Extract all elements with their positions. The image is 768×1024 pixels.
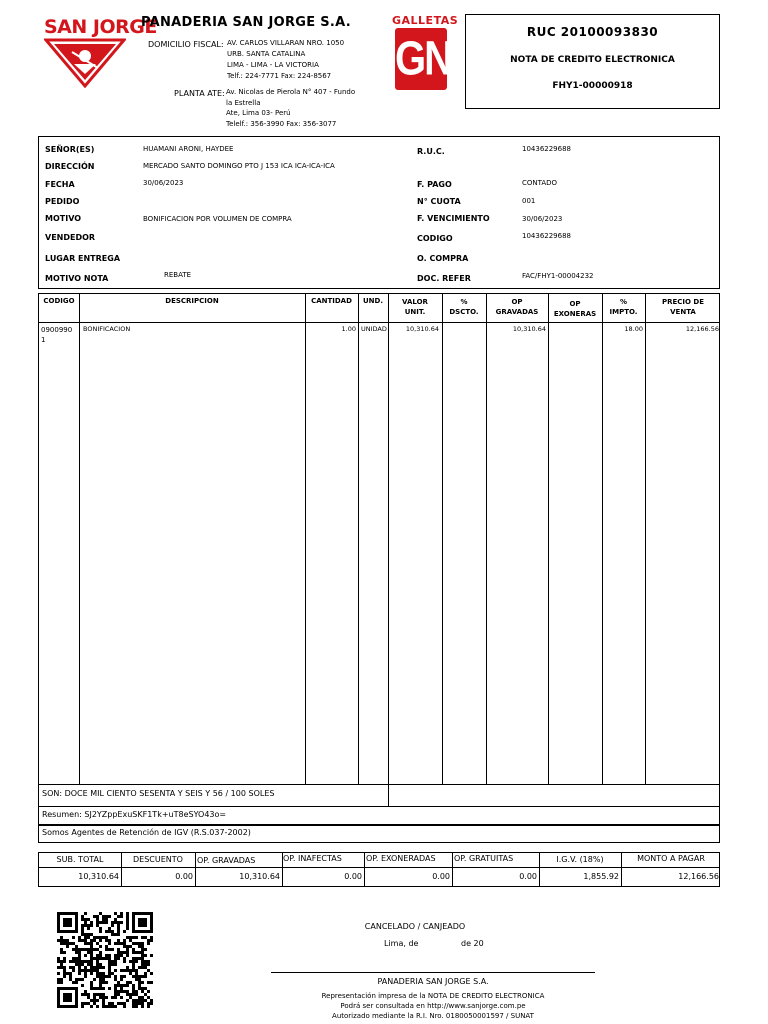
legal-text [271, 991, 595, 1021]
row-codigo-line: 1 [41, 336, 46, 344]
row-descripcion: BONIFICACION [83, 325, 131, 333]
fecha-label: FECHA [45, 180, 75, 189]
totals-column-divider [452, 853, 453, 886]
totals-table [38, 852, 720, 887]
san-jorge-logo-text: SAN JORGE [44, 16, 157, 38]
row-codigo [41, 325, 72, 345]
totals-header-inafectas: OP. INAFECTAS [283, 854, 342, 863]
totals-header-subtotal: SUB. TOTAL [56, 855, 104, 864]
planta-line: Av. Nicolas de Pierola N° 407 - Fundo [226, 88, 356, 96]
header-precio-line: PRECIO DE [661, 298, 705, 306]
san-jorge-logo [44, 16, 157, 88]
codigo-value: 10436229688 [522, 232, 571, 240]
totals-monto: 12,166.56 [678, 872, 719, 881]
cuota-value: 001 [522, 197, 536, 205]
header-exoneras-line: OP [569, 300, 581, 308]
totals-exoneradas: 0.00 [432, 872, 450, 881]
totals-header-descuento: DESCUENTO [133, 855, 183, 864]
header-precio-line: VENTA [670, 308, 696, 316]
items-header-divider [39, 322, 719, 323]
domicilio-line: AV. CARLOS VILLARAN NRO. 1050 [227, 39, 345, 47]
fpago-value: CONTADO [522, 179, 558, 187]
totals-header-igv: I.G.V. (18%) [556, 855, 604, 864]
domicilio-line: LIMA - LIMA - LA VICTORIA [227, 61, 319, 69]
totals-subtotal: 10,310.64 [78, 872, 119, 881]
ruc-label: R.U.C. [417, 147, 445, 156]
motivo-nota-label: MOTIVO NOTA [45, 274, 109, 283]
agentes-row [38, 824, 720, 843]
direccion-value: MERCADO SANTO DOMINGO PTO J 153 ICA ICA-ICA-ICA [143, 162, 335, 170]
lugar-entrega-label: LUGAR ENTREGA [45, 254, 121, 263]
gn-logo-box [395, 28, 451, 90]
galletas-logo-text: GALLETAS [392, 14, 459, 27]
header-descripcion: DESCRIPCION [165, 297, 219, 305]
san-jorge-emblem-icon [44, 38, 126, 88]
header-cantidad: CANTIDAD [311, 297, 352, 305]
header-gravadas-line: GRAVADAS [495, 308, 539, 316]
lima-text: Lima, de [384, 939, 419, 948]
header-valor [388, 297, 442, 317]
docrefer-value: FAC/FHY1-00004232 [522, 272, 594, 280]
column-divider [645, 294, 646, 784]
column-divider [602, 294, 603, 784]
header-exoneras-line: EXONERAS [553, 310, 597, 318]
planta-address [226, 87, 355, 129]
qr-code-icon [57, 912, 153, 1008]
fvenc-value: 30/06/2023 [522, 215, 563, 223]
signature-line [271, 972, 595, 973]
header-precio [645, 297, 721, 317]
column-divider [358, 294, 359, 784]
column-divider [442, 294, 443, 784]
totals-header-gravadas: OP. GRAVADAS [197, 856, 256, 865]
cuota-label: N° CUOTA [417, 197, 461, 206]
totals-column-divider [195, 853, 196, 886]
row-gravadas: 10,310.64 [512, 325, 546, 333]
pedido-label: PEDIDO [45, 197, 80, 206]
motivo-value: BONIFICACION POR VOLUMEN DE COMPRA [143, 215, 292, 223]
vendedor-label: VENDEDOR [45, 233, 96, 242]
totals-descuento: 0.00 [175, 872, 193, 881]
ruc-value: 10436229688 [522, 145, 571, 153]
resumen-text: Resumen: SJ2YZppExuSKF1Tk+uT8eSYO43o= [42, 810, 227, 819]
planta-label: PLANTA ATE: [174, 89, 225, 98]
domicilio-line: URB. SANTA CATALINA [227, 50, 306, 58]
customer-info-box [38, 136, 720, 289]
totals-header-monto: MONTO A PAGAR [637, 854, 705, 863]
gn-logo-text: GN [395, 32, 451, 86]
row-codigo-line: 0900990 [41, 326, 73, 334]
domicilio-label: DOMICILIO FISCAL: [148, 40, 224, 49]
galletas-gn-logo [392, 14, 459, 92]
header-impto-line: % [619, 298, 627, 306]
fvenc-label: F. VENCIMIENTO [417, 214, 490, 223]
header-exoneras [548, 299, 602, 319]
agentes-text: Somos Agentes de Retención de IGV (R.S.037-2002) [42, 828, 251, 837]
legal-line: Representación impresa de la NOTA DE CREDITO ELECTRONICA [321, 992, 545, 1000]
column-divider [79, 294, 80, 784]
header-dscto-line: DSCTO. [449, 308, 479, 316]
header-valor-line: VALOR [402, 298, 428, 306]
header-impto-line: IMPTO. [609, 308, 638, 316]
document-number: FHY1-00000918 [552, 81, 633, 91]
codigo-label: CODIGO [417, 234, 453, 243]
planta-line: Ate, Lima 03- Perú [226, 109, 291, 117]
legal-line: Podrá ser consultada en http://www.sanjorge.com.pe [340, 1002, 526, 1010]
fecha-value: 30/06/2023 [143, 179, 184, 187]
fpago-label: F. PAGO [417, 180, 452, 189]
row-impto: 18.00 [624, 325, 643, 333]
motivo-nota-value: REBATE [164, 271, 192, 279]
son-row [38, 785, 720, 807]
totals-gravadas: 10,310.64 [239, 872, 280, 881]
planta-line: Telelf.: 356-3990 Fax: 356-3077 [226, 119, 337, 128]
planta-line: la Estrella [226, 98, 261, 107]
column-divider [305, 294, 306, 784]
totals-column-divider [364, 853, 365, 886]
son-divider [388, 785, 389, 806]
header-codigo: CODIGO [43, 297, 75, 305]
totals-inafectas: 0.00 [344, 872, 362, 881]
cancelado-text: CANCELADO / CANJEADO [364, 922, 466, 931]
row-valor: 10,310.64 [405, 325, 439, 333]
docrefer-label: DOC. REFER [417, 274, 471, 283]
column-divider [388, 294, 389, 784]
senor-label: SEÑOR(ES) [45, 145, 95, 154]
domicilio-line: Telf.: 224-7771 Fax: 224-8567 [227, 72, 332, 80]
legal-line: Autorizado mediante la R.I. Nro. 0180050001597 / SUNAT [332, 1012, 534, 1020]
document-type: NOTA DE CREDITO ELECTRONICA [510, 55, 675, 65]
senor-value: HUAMANI ARONI, HAYDEE [143, 145, 234, 153]
row-und: UNIDAD [361, 325, 387, 333]
de20-text: de 20 [461, 939, 484, 948]
column-divider [486, 294, 487, 784]
motivo-label: MOTIVO [45, 214, 82, 223]
totals-header-gratuitas: OP. GRATUITAS [454, 854, 514, 863]
header-valor-line: UNIT. [404, 308, 426, 316]
company-name: PANADERIA SAN JORGE S.A. [141, 15, 351, 30]
ruc-number: RUC 20100093830 [526, 25, 659, 39]
items-table [38, 293, 720, 785]
totals-igv: 1,855.92 [583, 872, 619, 881]
header-dscto [442, 297, 486, 317]
row-cantidad: 1.00 [341, 325, 356, 333]
header-gravadas-line: OP [511, 298, 523, 306]
ocompra-label: O. COMPRA [417, 254, 469, 263]
header-gravadas [486, 297, 548, 317]
firma-text: PANADERIA SAN JORGE S.A. [377, 977, 489, 986]
row-precio: 12,166.56 [685, 325, 719, 333]
domicilio-address [227, 38, 344, 82]
totals-gratuitas: 0.00 [519, 872, 537, 881]
ruc-box [465, 14, 720, 109]
totals-header-exoneradas: OP. EXONERADAS [366, 854, 436, 863]
direccion-label: DIRECCIÓN [45, 162, 95, 171]
column-divider [548, 294, 549, 784]
header-dscto-line: % [460, 298, 468, 306]
totals-divider [39, 867, 719, 868]
son-text: SON: DOCE MIL CIENTO SESENTA Y SEIS Y 56 / 100 SOLES [42, 789, 275, 798]
header-impto [602, 297, 645, 317]
header-und: UND. [362, 297, 383, 305]
